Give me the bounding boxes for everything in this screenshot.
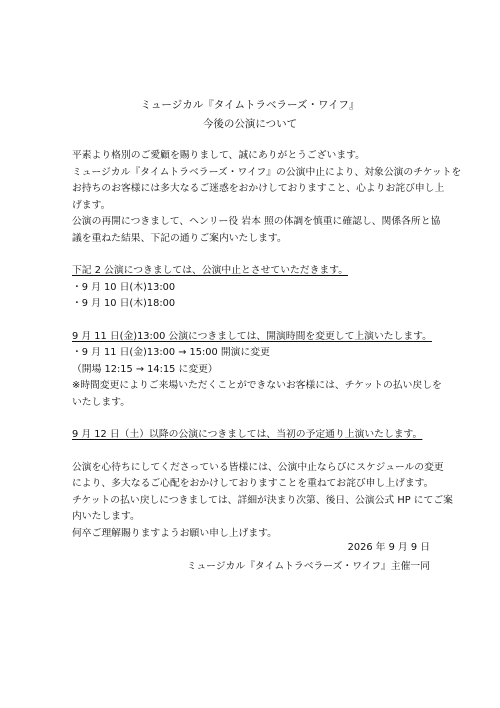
changed-line: （開場 12:15 → 14:15 に変更） xyxy=(72,363,218,375)
scheduled-heading: 9 月 12 日（土）以降の公演につきましては、当初の予定通り上演いたします。 xyxy=(72,429,423,440)
changed-line: ※時間変更によりご来場いただくことができないお客様には、チケットの払い戻しを xyxy=(72,380,442,391)
intro-line: 公演の再開につきまして、ヘンリー役 岩本 照の体調を慎重に確認し、関係各所と協 xyxy=(72,216,441,227)
intro-paragraph xyxy=(72,148,462,247)
changed-section xyxy=(72,329,442,412)
intro-line: 平素より格別のご愛顧を賜りまして、誠にありがとうございます。 xyxy=(72,150,365,161)
document-title xyxy=(0,96,500,134)
signature-org: ミュージカル『タイムトラベラーズ・ワイフ』主催一同 xyxy=(186,561,430,572)
closing-paragraph xyxy=(72,460,453,543)
changed-line: ・9 月 11 日(金)13:00 → 15:00 開演に変更 xyxy=(72,347,270,358)
changed-heading: 9 月 11 日(金)13:00 公演につきましては、開演時間を変更して上演いたします。 xyxy=(72,330,432,342)
cancelled-item: ・9 月 10 日(木)13:00 xyxy=(72,281,176,293)
cancelled-heading: 下記 2 公演につきましては、公演中止とさせていただきます。 xyxy=(72,265,348,276)
document-body xyxy=(72,148,462,542)
title-line-1: ミュージカル『タイムトラベラーズ・ワイフ』 xyxy=(140,99,360,111)
closing-line: 内いたします。 xyxy=(72,511,140,522)
intro-line: お持ちのお客様には多大なるご迷惑をおかけしておりますこと、心よりお詫び申し上 xyxy=(72,183,445,194)
cancelled-section xyxy=(72,263,437,313)
intro-line: げます。 xyxy=(72,199,111,211)
signature-block xyxy=(187,538,430,576)
intro-line: 議を重ねた結果、下記の通りご案内いたします。 xyxy=(72,232,287,244)
intro-line: ミュージカル『タイムトラベラーズ・ワイフ』の公演中止により、対象公演のチケットを xyxy=(72,166,462,178)
closing-line: チケットの払い戻しにつきましては、詳細が決まり次第、後日、公演公式 HP にてご案 xyxy=(72,494,453,506)
signature-date: 2026 年 9 月 9 日 xyxy=(347,542,430,553)
closing-line: により、多大なるご心配をおかけしておりますことを重ねてお詫び申し上げます。 xyxy=(72,478,434,489)
scheduled-section xyxy=(72,427,437,444)
closing-line: 何卒ご理解賜りますようお願い申し上げます。 xyxy=(72,527,277,539)
cancelled-item: ・9 月 10 日(木)18:00 xyxy=(72,298,176,309)
title-line-2: 今後の公演について xyxy=(202,118,298,130)
closing-line: 公演を心待ちにしてくださっている皆様には、公演中止ならびにスケジュールの変更 xyxy=(72,461,444,473)
changed-line: いたします。 xyxy=(72,396,130,408)
